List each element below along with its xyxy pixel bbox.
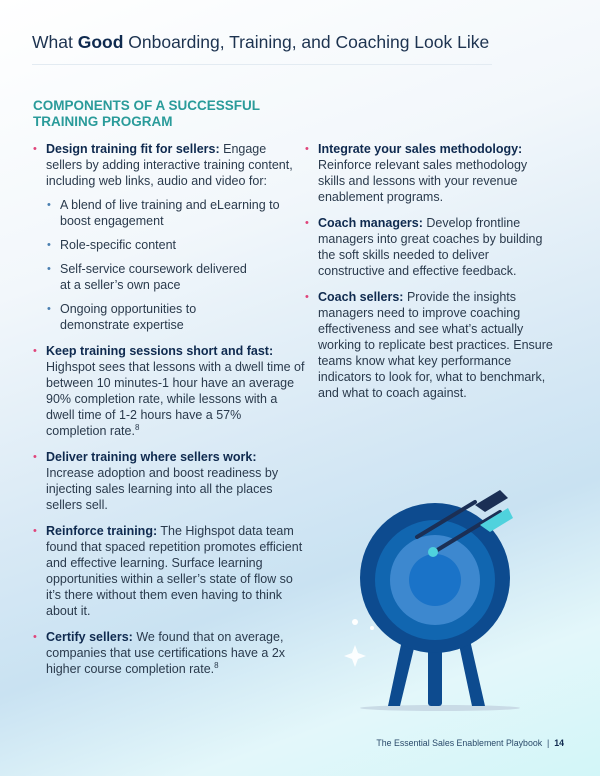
list-item: • Design training fit for sellers: Engage sellers by adding interactive training content, including web links, audio and video for: — [33, 141, 305, 189]
list-item: • Coach managers: Develop frontline managers into great coaches by building the soft skills needed to deliver constructive and effective feedback. — [305, 215, 555, 279]
page-title: What Good Onboarding, Training, and Coaching Look Like — [32, 32, 490, 52]
page-number: 14 — [554, 738, 564, 748]
list-item: • Reinforce training: The Highspot data team found that spaced repetition promotes efficient and effective learning. Surface learning opportunities within a seller’s state of flow so it’s there without them even having to think about it. — [33, 523, 305, 619]
sub-list-item: • Role-specific content — [33, 237, 283, 253]
arrow-fletching — [475, 490, 508, 512]
list-item: • Deliver training where sellers work: Increase adoption and boost readiness by injecting sales learning into all the places sellers sell. — [33, 449, 305, 513]
page-footer: The Essential Sales Enablement Playbook | 14 — [376, 738, 564, 748]
tripod-leg — [458, 640, 485, 706]
sub-list-item: • Ongoing opportunities to demonstrate expertise — [33, 301, 233, 333]
shadow — [360, 705, 520, 711]
list-item: • Integrate your sales methodology: Reinforce relevant sales methodology skills and lessons with your revenue enablement programs. — [305, 141, 555, 205]
arrow-tip — [428, 547, 438, 557]
sparkle-icon — [344, 645, 366, 667]
left-column — [33, 98, 305, 687]
sparkle-icon — [352, 619, 358, 625]
section-heading: COMPONENTS OF A SUCCESSFUL TRAINING PROGRAM — [33, 98, 260, 129]
tripod-leg — [388, 640, 416, 706]
sub-list-item: • A blend of live training and eLearning to boost engagement — [33, 197, 283, 229]
target-bullseye — [409, 554, 461, 606]
right-column — [305, 141, 555, 411]
list-item: • Coach sellers: Provide the insights managers need to improve coaching effectiveness and see what’s actually working to replicate best practices. Ensure teams know what key performance indicators to look for, what to benchmark, and what to coach against. — [305, 289, 555, 401]
sub-list — [33, 197, 305, 333]
divider — [32, 64, 492, 65]
list-item: • Keep training sessions short and fast: Highspot sees that lessons with a dwell time of between 10 minutes-1 hour have an average 90% completion rate, while lessons with a dwell time of 1-2 hours have a 57% completion rate.$^8$ — [33, 343, 305, 439]
sub-list-item: • Self-service coursework delivered at a seller’s own pace — [33, 261, 253, 293]
sparkle-icon — [370, 626, 374, 630]
target-illustration — [340, 470, 540, 720]
list-item: • Certify sellers: We found that on average, companies that use certifications have a 2x higher course completion rate.$^8$ — [33, 629, 295, 677]
